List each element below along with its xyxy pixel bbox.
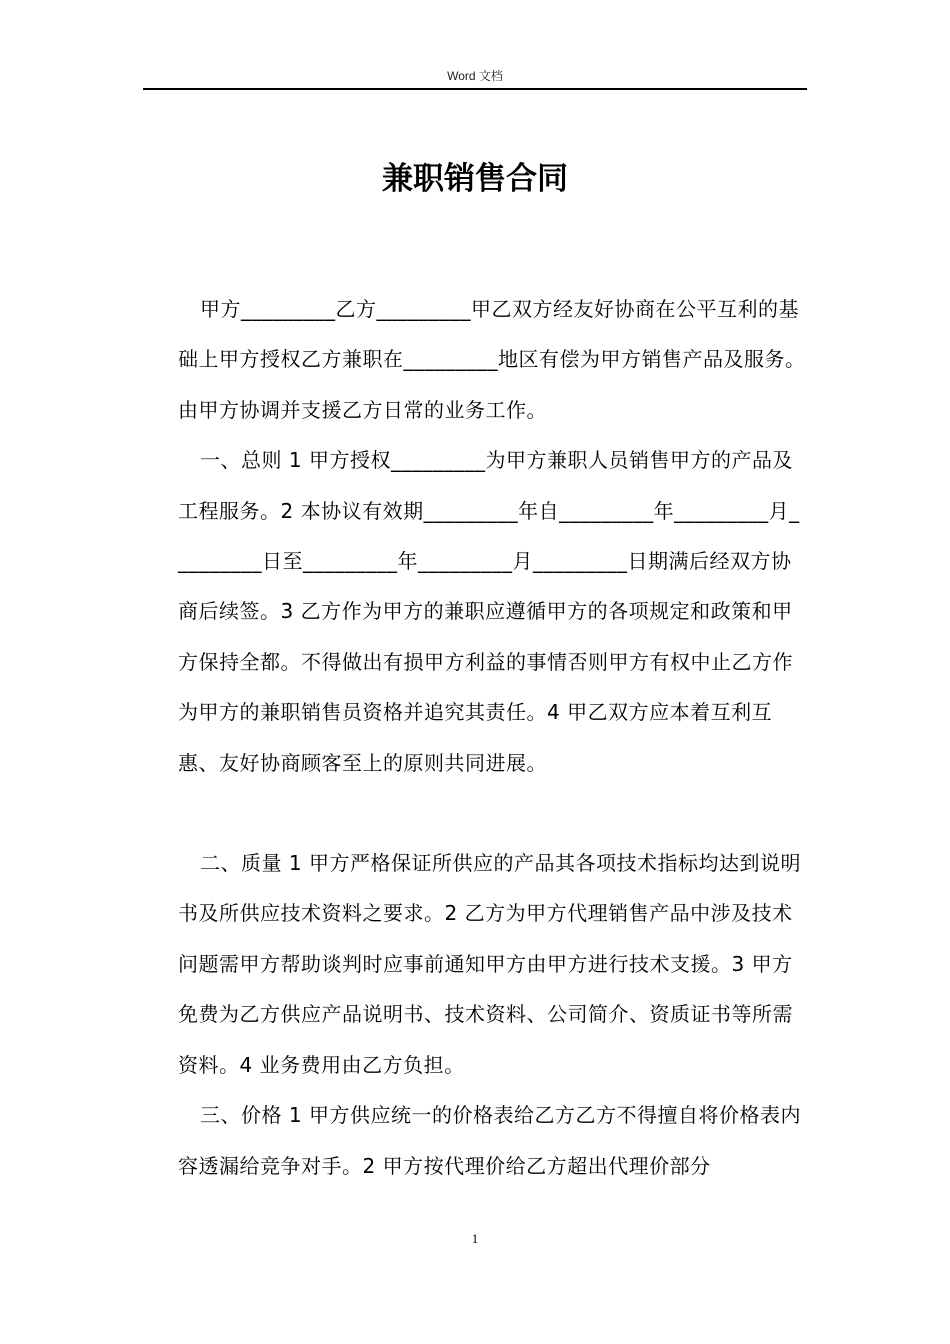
document-title: 兼职销售合同 bbox=[382, 161, 568, 197]
document-body bbox=[178, 284, 810, 1191]
paragraph-quality: 二、质量 1 甲方严格保证所供应的产品其各项技术指标均达到说明书及所供应技术资料之要求。2 乙方为甲方代理销售产品中涉及技术问题需甲方帮助谈判时应事前通知甲方由甲方进行技术支援。3 甲方免费为乙方供应产品说明书、技术资料、公司简介、资质证书等所需资料。4 业务费用由乙方负担。 bbox=[178, 851, 801, 1077]
page-header bbox=[143, 64, 807, 90]
page-number: 1 bbox=[471, 1231, 479, 1246]
paragraph-general-terms: 一、总则 1 甲方授权_________为甲方兼职人员销售甲方的产品及工程服务。2 本协议有效期_________年自_________年_________月_________日至_________年_________月_________日期满后经双方协商后续签。3 乙方作为甲方的兼职应遵循甲方的各项规定和政策和甲方保持全都。不得做出有损甲方利益的事情否则甲方有权中止乙方作为甲方的兼职销售员资格并追究其责任。4 甲乙双方应本着互利互惠、友好协商顾客至上的原则共同进展。 bbox=[178, 448, 800, 775]
paragraph-spacer bbox=[178, 788, 810, 838]
header-text: Word 文档 bbox=[447, 69, 503, 83]
paragraph-intro: 甲方_________乙方_________甲乙双方经友好协商在公平互利的基础上甲方授权乙方兼职在_________地区有偿为甲方销售产品及服务。由甲方协调并支援乙方日常的业务工作。 bbox=[178, 297, 806, 422]
paragraph-price: 三、价格 1 甲方供应统一的价格表给乙方乙方不得擅自将价格表内容透漏给竞争对手。2 甲方按代理价给乙方超出代理价部分 bbox=[178, 1103, 801, 1178]
